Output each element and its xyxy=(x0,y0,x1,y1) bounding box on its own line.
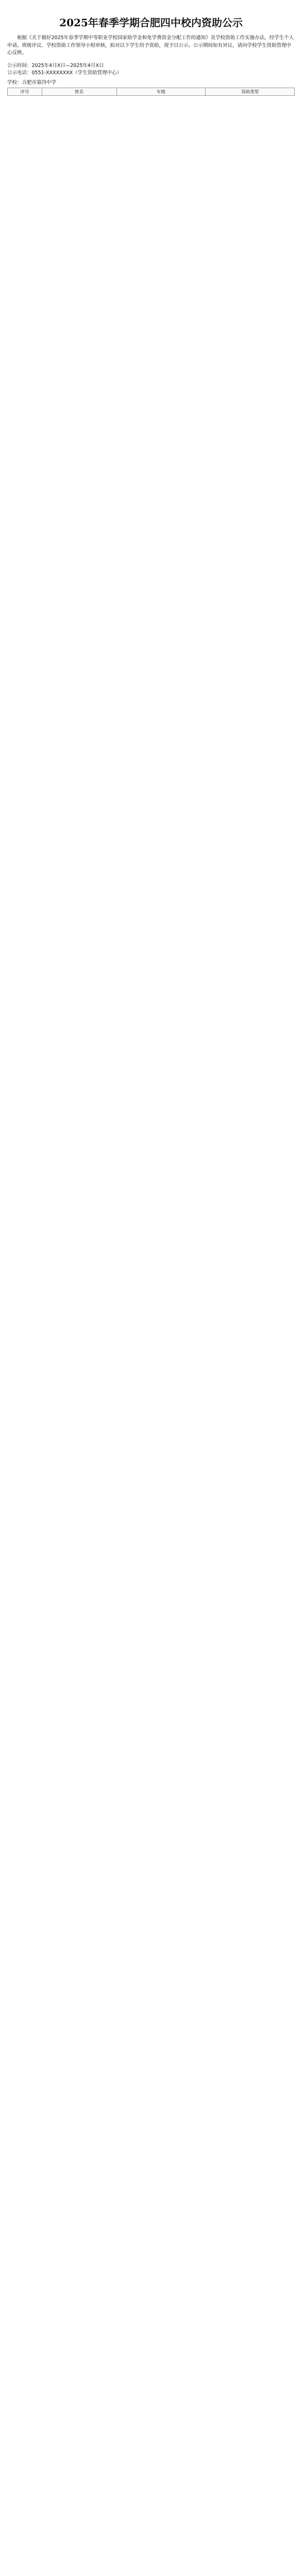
header-aid-type: 资助类型 xyxy=(206,88,295,95)
page-title: 2025年春季学期合肥四中校内资助公示 xyxy=(59,16,243,29)
contact-line: 公示电话：0551-XXXXXXXX（学生资助管理中心） xyxy=(7,70,122,76)
notice-page xyxy=(0,0,302,109)
intro-paragraph: 根据《关于做好2025年春季学期中等职业学校国家助学金和免学费资金分配工作的通知》及学校资助工作实施办法，经学生个人申请、班级评议、学校资助工作领导小组审核，拟对以下学生给予资助，现予以公示。公示期间如有异议，请向学校学生资助管理中心反映。 xyxy=(7,35,294,56)
table-header-row xyxy=(8,88,295,95)
header-index: 序号 xyxy=(8,88,42,95)
aid-table xyxy=(7,88,295,96)
notice-period: 公示时间：2025年4月X日—2025年4月X日 xyxy=(7,63,104,69)
header-name: 姓名 xyxy=(42,88,116,95)
header-grade: 年级 xyxy=(116,88,206,95)
school-line: 学校：合肥市第四中学 xyxy=(7,79,57,86)
